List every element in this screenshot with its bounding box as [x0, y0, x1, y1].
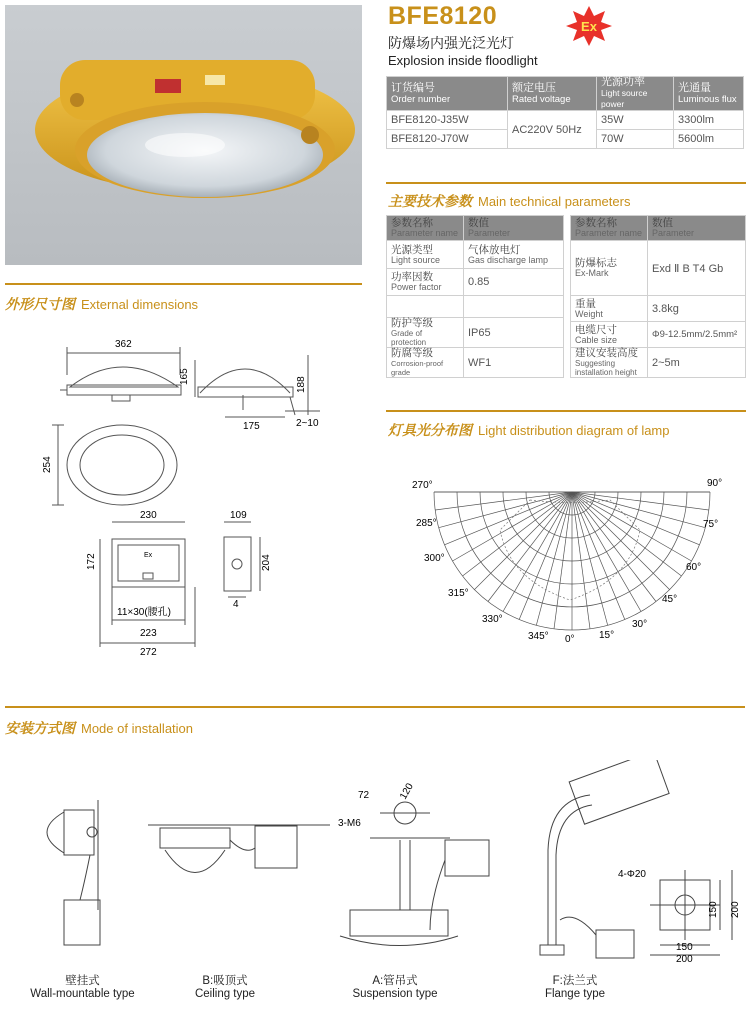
box-ex-label: Ex	[144, 552, 153, 559]
dim-362: 362	[115, 339, 132, 350]
angle-0: 0°	[565, 634, 575, 645]
tech-table-left: 参数名称 Parameter name 数值 Parameter 光源类型 Light source 气体放电灯 Gas discharge lamp 功率因数 Power factor 0.85 防护等级 Grade of protection IP65 防腐等级 Corrosion-proof grade WF1	[386, 215, 564, 378]
dim-phi20: 4-Φ20	[618, 869, 646, 880]
caption-ceiling: B:吸顶式 Ceiling type	[194, 975, 256, 1000]
tech-section-title: 主要技术参数 Main technical parameters	[388, 194, 631, 210]
dim-3m6: 3-M6	[338, 818, 361, 829]
dim-165: 165	[179, 368, 190, 385]
angle-345: 345°	[528, 631, 549, 642]
angle-30: 30°	[632, 619, 648, 630]
divider	[5, 706, 745, 708]
dim-188: 188	[296, 376, 307, 393]
angle-285: 285°	[416, 518, 437, 529]
angle-300: 300°	[424, 553, 445, 564]
dim-200-horiz: 200	[676, 954, 693, 965]
angle-15: 15°	[599, 630, 615, 641]
angle-75: 75°	[703, 519, 719, 530]
dim-2-10: 2~10	[296, 418, 319, 429]
angle-315: 315°	[448, 588, 469, 599]
divider	[386, 182, 746, 184]
dim-230: 230	[140, 510, 157, 521]
table-row: BFE8120-J35W AC220V 50Hz 35W 3300lm	[387, 111, 744, 130]
product-name-cn: 防爆场内强光泛光灯	[388, 36, 514, 52]
table-row: 防爆标志 Ex-Mark Exd Ⅱ B T4 Gb	[571, 241, 746, 296]
product-photo	[5, 5, 362, 265]
dim-204: 204	[261, 554, 272, 571]
dim-109: 109	[230, 510, 247, 521]
product-model: BFE8120	[388, 2, 498, 30]
ex-badge-text: Ex	[581, 19, 597, 34]
table-row: 电缆尺寸 Cable size Φ9-12.5mm/2.5mm²	[571, 322, 746, 348]
dim-172: 172	[86, 553, 97, 570]
caption-flange: F:法兰式 Flange type	[544, 975, 606, 1000]
dim-120: 120	[398, 781, 416, 802]
order-table: 订货编号 Order number 额定电压 Rated voltage 光源功率 Light source power 光通量 Luminous flux BFE8120-J35W AC220V 50Hz 35W 3300lm BFE8120-J70W 70W 5600lm	[386, 76, 744, 149]
installation-section-title: 安装方式图 Mode of installation	[5, 721, 194, 737]
angle-90: 90°	[707, 478, 723, 489]
dim-200-vert: 200	[730, 901, 741, 918]
dim-175: 175	[243, 421, 260, 432]
ex-mark-icon	[566, 6, 612, 46]
polar-diagram	[400, 470, 745, 650]
dim-150-vert: 150	[708, 901, 719, 918]
dim-223: 223	[140, 628, 157, 639]
dimensions-drawing	[0, 325, 370, 660]
table-row: 光源类型 Light source 气体放电灯 Gas discharge lamp	[387, 241, 564, 269]
installation-drawings	[0, 760, 750, 970]
tech-table-right: 参数名称 Parameter name 数值 Parameter 防爆标志 Ex-Mark Exd Ⅱ B T4 Gb 重量 Weight 3.8kg 电缆尺寸 Cable size Φ9-12.5mm/2.5mm² 建议安装高度 Suggesting installation height 2~5m	[570, 215, 746, 378]
table-row: 建议安装高度 Suggesting installation height 2~5m	[571, 348, 746, 378]
table-row: BFE8120-J70W 70W 5600lm	[387, 130, 744, 149]
divider	[386, 410, 746, 412]
angle-45: 45°	[662, 594, 678, 605]
table-row: 防护等级 Grade of protection IP65	[387, 318, 564, 348]
caption-wall: 壁挂式 Wall-mountable type	[30, 975, 135, 1000]
dim-150-horiz: 150	[676, 942, 693, 953]
table-row: 功率因数 Power factor 0.85	[387, 269, 564, 296]
distribution-section-title: 灯具光分布图 Light distribution diagram of lamp	[388, 423, 670, 439]
table-row: 重量 Weight 3.8kg	[571, 296, 746, 322]
angle-60: 60°	[686, 562, 702, 573]
product-name-en: Explosion inside floodlight	[388, 53, 538, 68]
dim-slot: 11×30(腰孔)	[117, 607, 172, 618]
angle-330: 330°	[482, 614, 503, 625]
divider	[5, 283, 362, 285]
caption-suspension: A:管吊式 Suspension type	[352, 975, 438, 1000]
table-row: 防腐等级 Corrosion-proof grade WF1	[387, 348, 564, 378]
angle-270: 270°	[412, 480, 433, 491]
dimensions-section-title: 外形尺寸图 External dimensions	[5, 297, 199, 313]
floodlight-image	[5, 5, 362, 265]
dim-4: 4	[233, 599, 239, 610]
dim-254: 254	[42, 456, 53, 473]
dim-272: 272	[140, 647, 157, 658]
dim-72: 72	[358, 790, 370, 801]
